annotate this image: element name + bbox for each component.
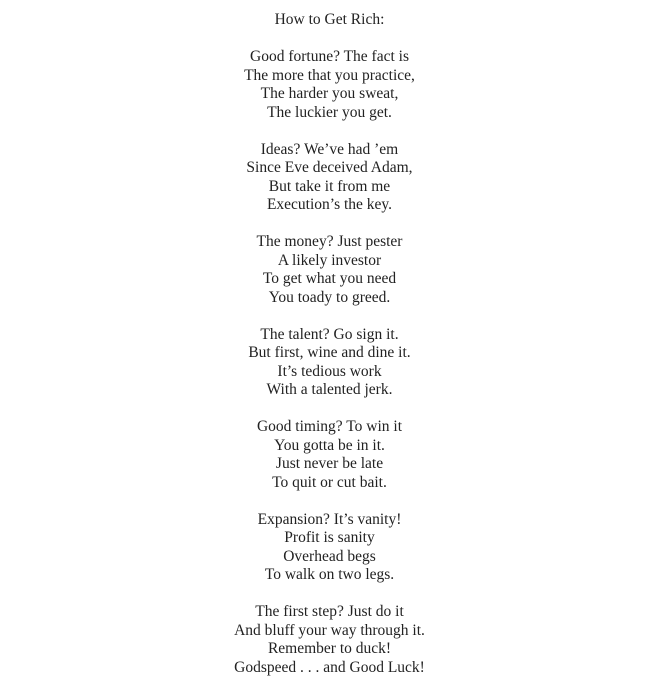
stanza-1 bbox=[0, 48, 659, 122]
poem-line: The first step? Just do it bbox=[255, 603, 404, 620]
stanza-5 bbox=[0, 418, 659, 492]
poem-title: How to Get Rich: bbox=[274, 11, 385, 28]
stanza-3 bbox=[0, 233, 659, 307]
poem-line: Profit is sanity bbox=[284, 529, 375, 546]
poem-line: Overhead begs bbox=[283, 547, 376, 565]
poem-line: Good fortune? The fact is bbox=[250, 48, 409, 65]
poem-line: The talent? Go sign it. bbox=[260, 325, 399, 343]
poem-line: You toady to greed. bbox=[268, 288, 391, 306]
stanza-6 bbox=[0, 511, 659, 585]
poem-line: And bluff your way through it. bbox=[234, 621, 425, 639]
poem-line: Good timing? To win it bbox=[256, 418, 403, 435]
poem-line: With a talented jerk. bbox=[266, 381, 393, 398]
poem-line: But first, wine and dine it. bbox=[248, 344, 411, 361]
poem-line: A likely investor bbox=[277, 251, 382, 269]
poem-line: But take it from me bbox=[268, 177, 391, 195]
poem-line: Just never be late bbox=[275, 455, 384, 472]
poem-line: Since Eve deceived Adam, bbox=[246, 159, 413, 176]
poem-line: The harder you sweat, bbox=[260, 85, 399, 102]
poem-line: To walk on two legs. bbox=[264, 566, 395, 583]
poem-line: Remember to duck! bbox=[267, 640, 392, 657]
poem-line: You gotta be in it. bbox=[274, 436, 385, 454]
poem-line: Execution’s the key. bbox=[266, 196, 393, 213]
poem-line: The luckier you get. bbox=[267, 103, 392, 121]
poem-line: Ideas? We’ve had ’em bbox=[260, 140, 399, 158]
poem-line: Expansion? It’s vanity! bbox=[257, 510, 402, 528]
stanza-4 bbox=[0, 326, 659, 400]
poem-line: To get what you need bbox=[262, 270, 397, 287]
stanza-7 bbox=[0, 603, 659, 677]
poem-line: Godspeed . . . and Good Luck! bbox=[234, 658, 425, 676]
poem-line: The more that you practice, bbox=[244, 66, 415, 84]
poem-line: It’s tedious work bbox=[277, 362, 382, 380]
poem-line: The money? Just pester bbox=[256, 233, 403, 250]
stanza-2 bbox=[0, 141, 659, 215]
poem-line: To quit or cut bait. bbox=[272, 473, 387, 491]
